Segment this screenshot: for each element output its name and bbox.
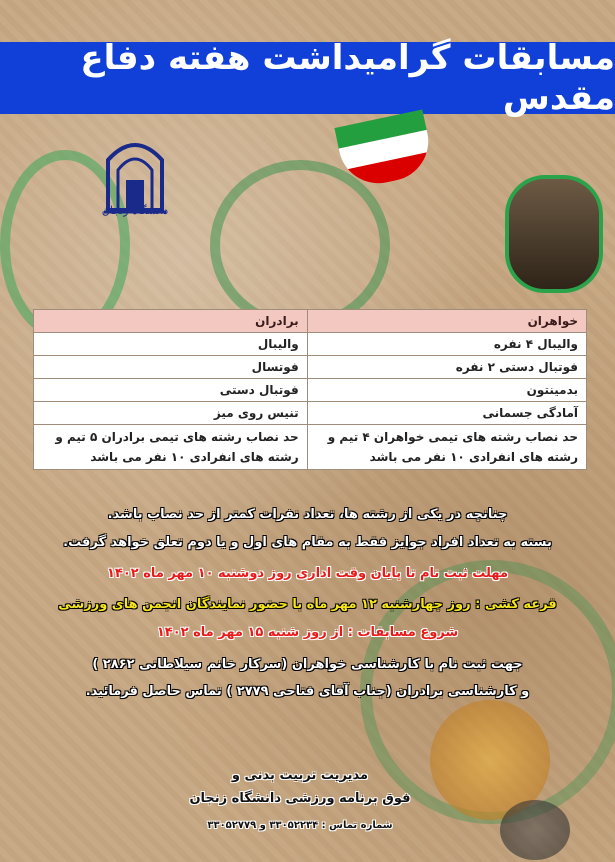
decorative-ball-2 (500, 800, 570, 860)
footer-university: فوق برنامه ورزشی دانشگاه زنجان (189, 791, 411, 806)
page-title: مسابقات گرامیداشت هفته دفاع مقدس (0, 42, 615, 114)
note-prizes: بسته به تعداد افراد جوایز فقط به مقام های اول و یا دوم تعلق خواهد گرفت. (63, 535, 552, 550)
contact-brothers: و کارشناسی برادران (جناب آقای فتاحی ۲۷۷۹ ) تماس حاصل فرمائید. (85, 684, 530, 699)
sports-table (33, 309, 587, 470)
table-row (34, 402, 587, 425)
table-row (34, 425, 587, 470)
contact-sisters: جهت ثبت نام با کارشناسی خواهران (سرکار خانم سیلاطانی ۲۸۶۲ ) (92, 657, 523, 672)
start-date: شروع مسابقات : از روز شنبه ۱۵ مهر ماه ۱۴۰۲ (156, 625, 459, 640)
table-cell: فوتبال دستی (34, 379, 308, 402)
table-row (34, 333, 587, 356)
logo-caption: دانشگاه زنجان (101, 204, 169, 217)
table-cell: حد نصاب رشته های تیمی خواهران ۴ تیم و رشته های انفرادی ۱۰ نفر می باشد (307, 425, 586, 470)
table-row (34, 379, 587, 402)
table-cell: والیبال (34, 333, 308, 356)
footer-phone: شماره تماس : ۳۳۰۵۲۲۳۴ و ۳۳۰۵۲۷۷۹ (207, 820, 393, 831)
registration-deadline: مهلت ثبت نام تا پایان وقت اداری روز دوشنبه ۱۰ مهر ماه ۱۴۰۲ (106, 566, 508, 581)
portrait-image (505, 175, 603, 293)
table-header-row (34, 310, 587, 333)
table-row (34, 356, 587, 379)
lottery-info: قرعه کشی : روز چهارشنبه ۱۲ مهر ماه با حضور نمایندگان انجمن های ورزشی (58, 597, 557, 612)
table-cell: والیبال ۴ نفره (307, 333, 586, 356)
header-sisters: خواهران (307, 310, 586, 333)
table-cell: فوتبال دستی ۲ نفره (307, 356, 586, 379)
note-quorum: چنانچه در یکی از رشته ها، تعداد نفرات کمتر از حد نصاب باشد. (107, 507, 508, 522)
table-cell: بدمینتون (307, 379, 586, 402)
table-cell: تنیس روی میز (34, 402, 308, 425)
table-cell: فوتسال (34, 356, 308, 379)
decorative-ring-middle (210, 160, 390, 330)
table-cell: آمادگی جسمانی (307, 402, 586, 425)
footer-department: مدیریت تربیت بدنی و (231, 768, 369, 783)
header-brothers: برادران (34, 310, 308, 333)
table-cell: حد نصاب رشته های تیمی برادران ۵ تیم و رشته های انفرادی ۱۰ نفر می باشد (34, 425, 308, 470)
